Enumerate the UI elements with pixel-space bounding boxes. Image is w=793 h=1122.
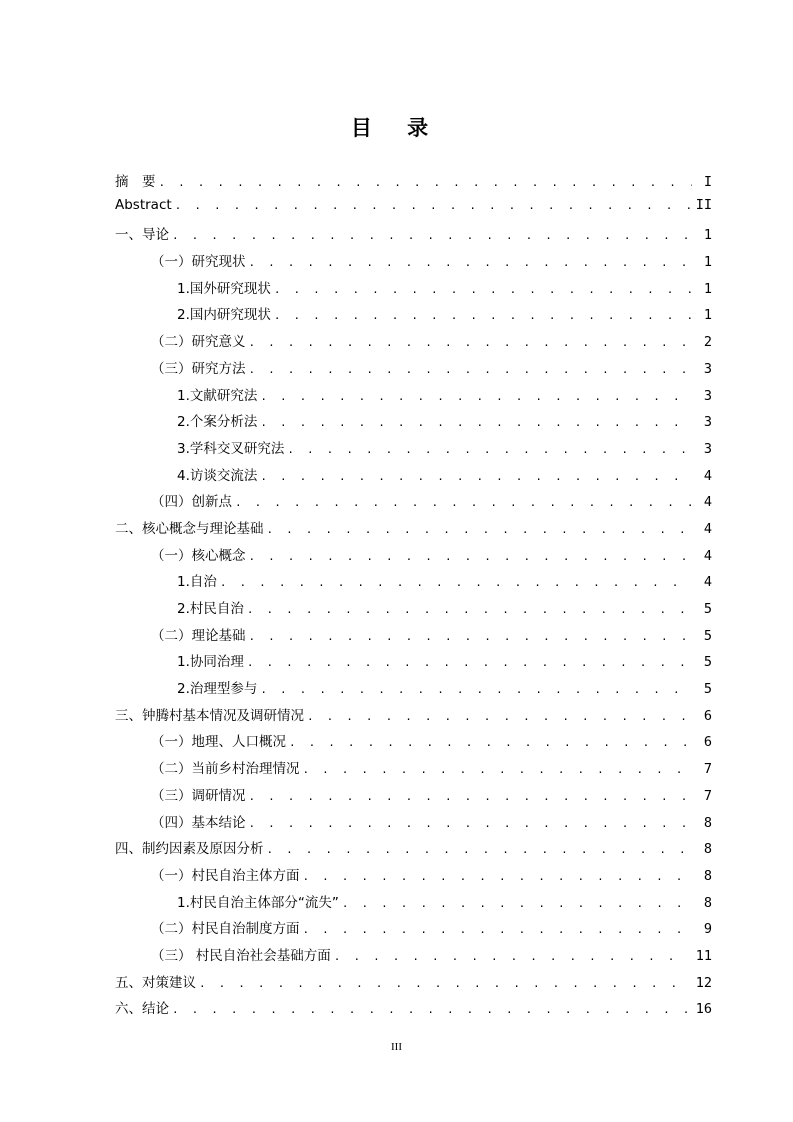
toc-entry[interactable]: [115, 303, 712, 330]
toc-entry[interactable]: [115, 170, 712, 197]
toc-entry-label: 三、钟腾村基本情况及调研情况: [115, 707, 304, 724]
dot-leader: [274, 283, 692, 296]
toc-entry[interactable]: [115, 650, 712, 677]
toc-entry-label: （一）村民自治主体方面: [151, 867, 300, 884]
dot-leader: [249, 256, 693, 269]
toc-entry[interactable]: [115, 544, 712, 571]
toc-entry[interactable]: [115, 277, 712, 304]
toc-entry-page: 3: [703, 414, 712, 431]
toc-entry-page: 8: [703, 867, 712, 884]
toc-entry-page: 4: [703, 467, 712, 484]
toc-entry-page: 1: [703, 227, 712, 244]
toc-entry-label: （四）基本结论: [151, 814, 246, 831]
toc-entry-label: 二、核心概念与理论基础: [115, 520, 264, 537]
toc-entry-page: 6: [703, 707, 712, 724]
toc-entry-page: 4: [703, 547, 712, 564]
toc-entry-label: （二）当前乡村治理情况: [151, 761, 300, 778]
dot-leader: [307, 710, 692, 723]
toc-entry-label: （一）研究现状: [151, 254, 246, 271]
toc-entry[interactable]: [115, 250, 712, 277]
toc-entry[interactable]: [115, 597, 712, 624]
toc-entry-label: （二）村民自治制度方面: [151, 921, 300, 938]
toc-entry-page: 11: [695, 947, 712, 964]
toc-entry[interactable]: [115, 757, 712, 784]
toc-entry[interactable]: [115, 891, 712, 918]
dot-leader: [247, 603, 692, 616]
toc-entry-label: （一）地理、人口概况: [151, 734, 286, 751]
toc-entry[interactable]: [115, 517, 712, 544]
dot-leader: [303, 763, 693, 776]
toc-entry[interactable]: [115, 944, 712, 971]
toc-entry-label: 3.学科交叉研究法: [177, 440, 285, 457]
toc-entry-page: 4: [703, 494, 712, 511]
toc-entry-page: 7: [703, 761, 712, 778]
toc-entry-label: 一、导论: [115, 227, 169, 244]
toc-entry[interactable]: [115, 971, 712, 998]
toc-entry-label: Abstract: [115, 196, 172, 213]
dot-leader: [159, 176, 693, 189]
toc-entry-label: （二）理论基础: [151, 627, 246, 644]
dot-leader: [220, 576, 692, 589]
dot-leader: [199, 977, 690, 990]
toc-entry-page: 5: [703, 627, 712, 644]
dot-leader: [235, 496, 692, 509]
dot-leader: [249, 550, 693, 563]
toc-entry-label: （三）研究方法: [151, 360, 246, 377]
toc-entry-page: 1: [703, 280, 712, 297]
toc-entry-page: 4: [703, 574, 712, 591]
toc-entry[interactable]: [115, 437, 712, 464]
toc-entry-page: 8: [703, 894, 712, 911]
toc-entry[interactable]: [115, 837, 712, 864]
toc-entry-page: 8: [703, 814, 712, 831]
toc-entry[interactable]: [115, 811, 712, 838]
toc-entry-label: 2.治理型参与: [177, 681, 258, 698]
toc-entry-page: 3: [703, 440, 712, 457]
toc-entry-page: 3: [703, 387, 712, 404]
toc-entry-label: 1.国外研究现状: [177, 280, 271, 297]
toc-entry[interactable]: [115, 570, 712, 597]
toc-entry-page: 5: [703, 681, 712, 698]
dot-leader: [303, 923, 693, 936]
toc-entry-page: 5: [703, 601, 712, 617]
toc-entry-page: 9: [703, 921, 712, 938]
dot-leader: [249, 336, 693, 349]
toc-entry-page: 8: [703, 841, 712, 858]
toc-entry-page: 6: [703, 734, 712, 751]
toc-entry[interactable]: [115, 730, 712, 757]
toc-entry[interactable]: [115, 330, 712, 357]
toc-entry[interactable]: [115, 784, 712, 811]
toc-entry-label: 2.个案分析法: [177, 414, 258, 431]
toc-entry-page: 12: [695, 974, 712, 991]
toc-entry-label: （三）调研情况: [151, 787, 246, 804]
dot-leader: [260, 390, 692, 403]
toc-entry-label: 1.协同治理: [177, 654, 244, 671]
table-of-contents: [115, 170, 712, 1024]
dot-leader: [172, 1003, 690, 1016]
toc-entry[interactable]: [115, 917, 712, 944]
toc-entry-label: （三） 村民自治社会基础方面: [151, 947, 331, 964]
toc-entry-label: 4.访谈交流法: [177, 467, 258, 484]
toc-entry-label: 2.村民自治: [177, 601, 244, 617]
dot-leader: [260, 470, 692, 483]
toc-entry-label: （一）核心概念: [151, 547, 246, 564]
toc-entry[interactable]: [115, 997, 712, 1024]
toc-entry-page: 7: [703, 787, 712, 804]
dot-leader: [274, 309, 692, 322]
toc-entry-label: 1.文献研究法: [177, 387, 258, 404]
dot-leader: [172, 229, 692, 242]
dot-leader: [303, 870, 693, 883]
toc-entry-page: 3: [703, 360, 712, 377]
toc-entry-page: 2: [703, 334, 712, 351]
toc-entry-label: 1.村民自治主体部分“流失”: [177, 894, 339, 911]
toc-entry-page: I: [703, 174, 712, 190]
dot-leader: [249, 363, 693, 376]
dot-leader: [249, 630, 693, 643]
toc-entry[interactable]: [115, 864, 712, 891]
dot-leader: [249, 790, 693, 803]
dot-leader: [267, 843, 693, 856]
page-title: 目 录: [350, 116, 443, 140]
toc-entry[interactable]: [115, 464, 712, 491]
dot-leader: [267, 523, 693, 536]
toc-entry-page: 4: [703, 520, 712, 537]
toc-entry-page: 1: [703, 307, 712, 324]
toc-entry-page: 16: [695, 1001, 712, 1018]
toc-entry-label: （四）创新点: [151, 494, 232, 511]
toc-entry-label: 六、结论: [115, 1001, 169, 1018]
toc-entry[interactable]: [115, 384, 712, 411]
toc-entry-label: 五、对策建议: [115, 974, 196, 991]
dot-leader: [249, 817, 693, 830]
toc-entry[interactable]: [115, 704, 712, 731]
dot-leader: [260, 416, 692, 429]
toc-entry-label: 2.国内研究现状: [177, 307, 271, 324]
toc-entry-page: II: [695, 196, 712, 213]
dot-leader: [260, 683, 692, 696]
toc-entry-page: 1: [703, 254, 712, 271]
toc-entry[interactable]: [115, 223, 712, 250]
dot-leader: [289, 736, 692, 749]
page-number-footer: III: [391, 1041, 402, 1053]
dot-leader: [334, 950, 690, 963]
toc-entry[interactable]: [115, 357, 712, 384]
toc-entry-label: 1.自治: [177, 574, 217, 591]
toc-entry[interactable]: [115, 490, 712, 517]
toc-entry-page: 5: [703, 654, 712, 671]
dot-leader: [175, 199, 690, 212]
toc-entry[interactable]: [115, 677, 712, 704]
dot-leader: [287, 443, 692, 456]
toc-entry-label: 摘 要: [115, 174, 156, 190]
dot-leader: [342, 897, 692, 910]
toc-entry[interactable]: [115, 197, 712, 224]
toc-entry-label: （二）研究意义: [151, 334, 246, 351]
toc-entry-label: 四、制约因素及原因分析: [115, 841, 264, 858]
dot-leader: [247, 656, 692, 669]
toc-entry[interactable]: [115, 624, 712, 651]
toc-entry[interactable]: [115, 410, 712, 437]
